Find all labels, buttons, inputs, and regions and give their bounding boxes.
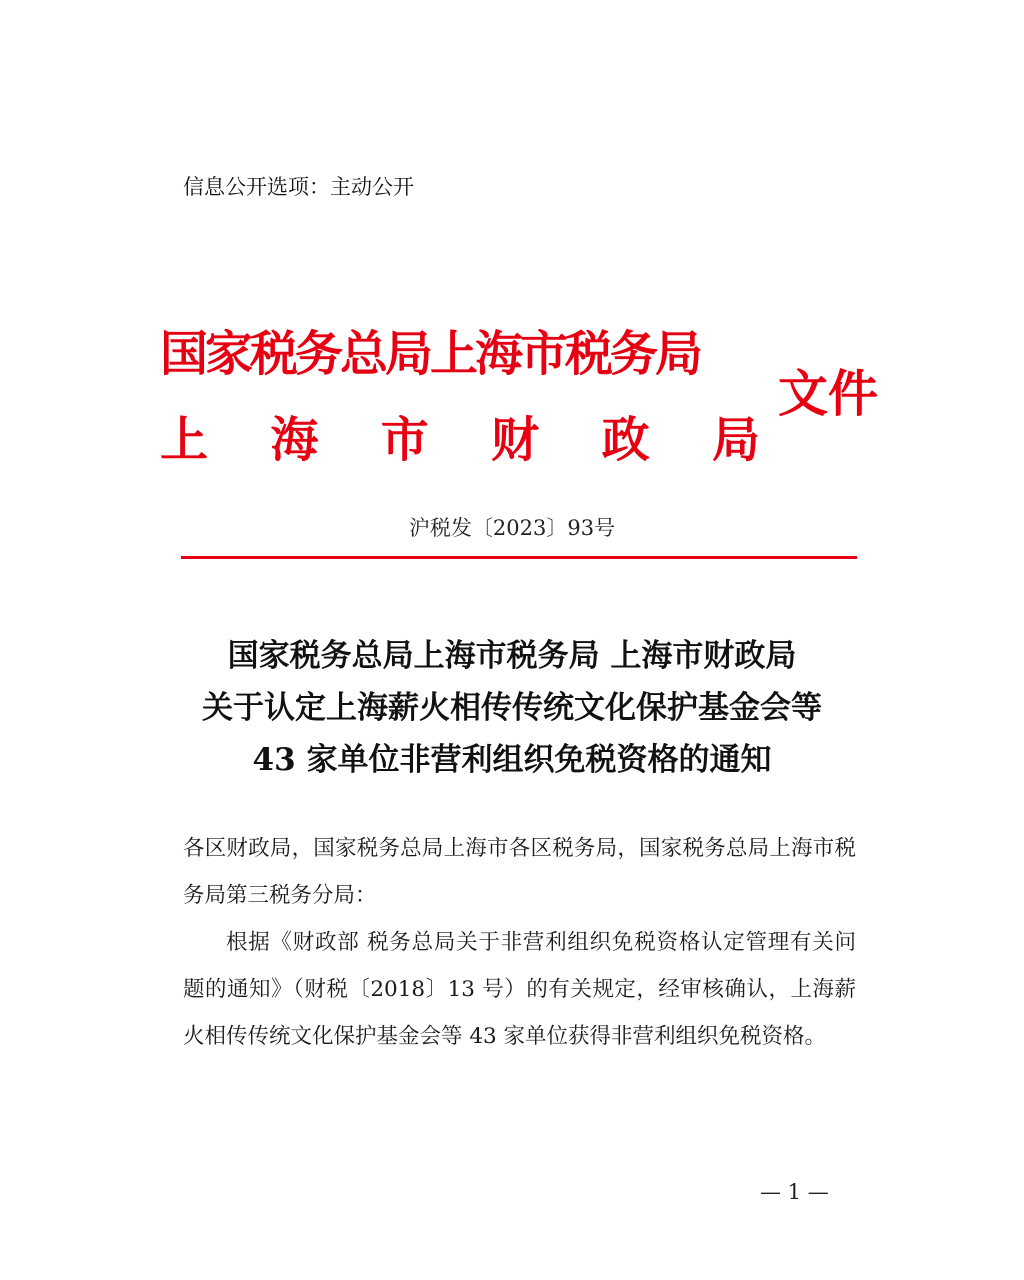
document-body: [183, 825, 856, 1060]
title-line: 国家税务总局上海市税务局 上海市财政局: [227, 638, 797, 674]
document-suffix: 文件: [778, 364, 878, 423]
issuer-char: 局: [711, 412, 760, 468]
issuer-char: 海: [270, 412, 319, 468]
issuer-char: 市: [380, 412, 429, 468]
issuer-char: 政: [601, 412, 650, 468]
document-title: [150, 630, 874, 786]
salutation: 各区财政局，国家税务总局上海市各区税务局，国家税务总局上海市税务局第三税务分局：: [183, 836, 856, 908]
document-number: 沪税发〔2023〕93号: [408, 516, 616, 540]
disclosure-option: 信息公开选项：主动公开: [183, 175, 414, 199]
issuing-authority-header: [160, 322, 880, 472]
issuer-finance-bureau: [160, 408, 760, 472]
issuer-tax-bureau: 国家税务总局上海市税务局: [160, 326, 701, 382]
red-divider: [181, 556, 857, 559]
body-paragraph: 根据《财政部 税务总局关于非营利组织免税资格认定管理有关问题的通知》（财税〔2018〕13 号）的有关规定，经审核确认，上海薪火相传传统文化保护基金会等 43 家单位获得非营利组织免税资格。: [183, 930, 856, 1049]
issuer-char: 财: [491, 412, 540, 468]
title-line: 43 家单位非营利组织免税资格的通知: [252, 742, 772, 778]
issuer-char: 上: [160, 412, 209, 468]
page-number: — 1 —: [760, 1180, 829, 1204]
title-line: 关于认定上海薪火相传传统文化保护基金会等: [202, 690, 822, 726]
